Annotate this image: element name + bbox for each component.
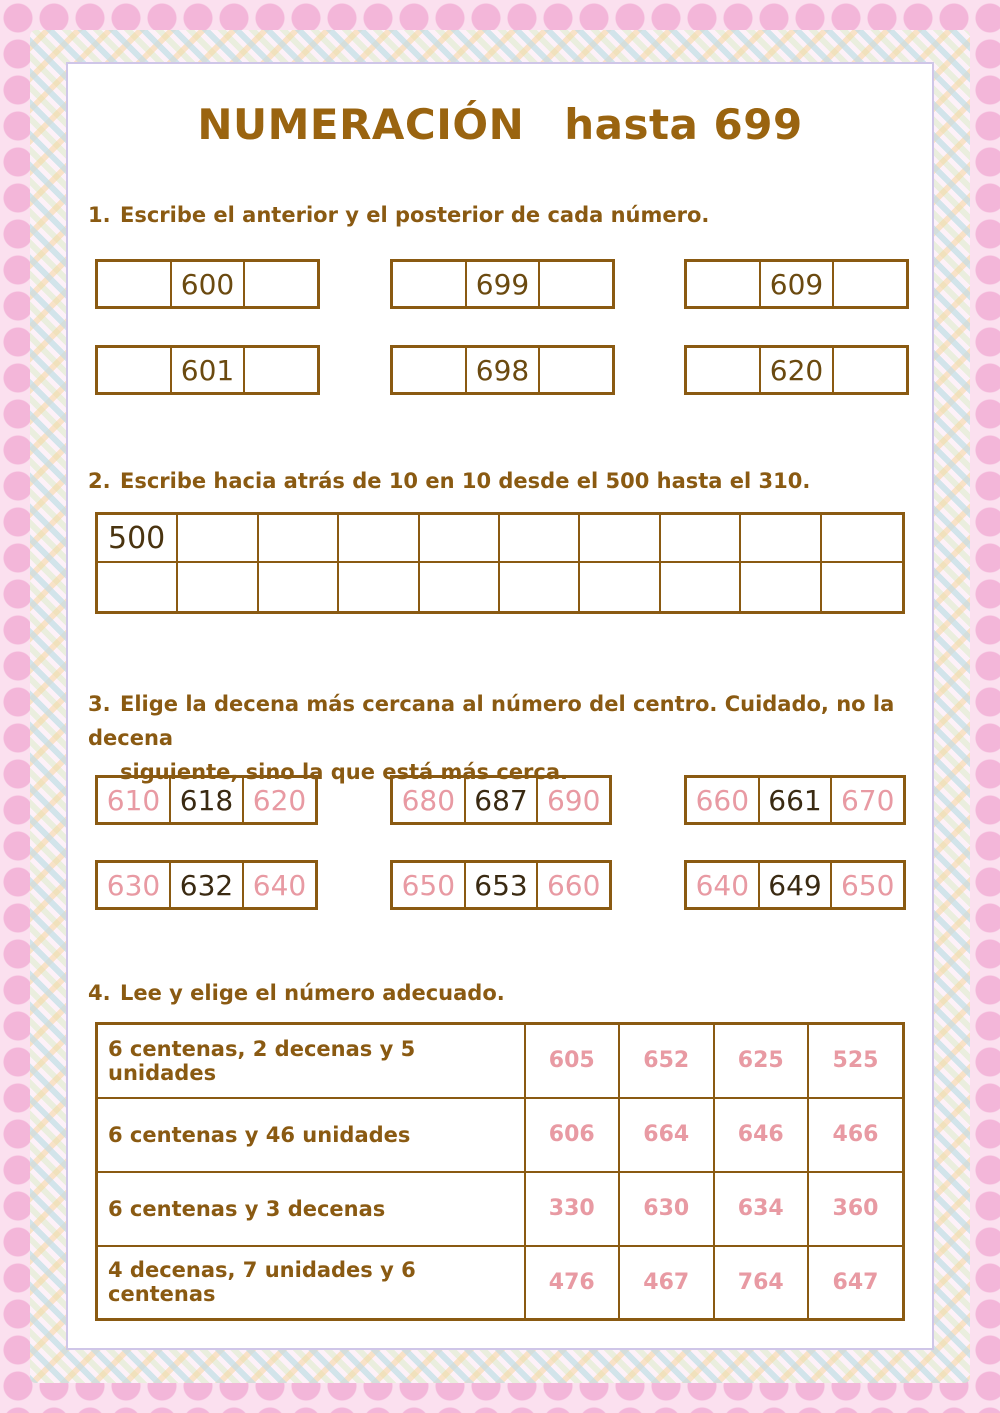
q2-answer-cell[interactable] — [420, 515, 500, 563]
q2-answer-cell[interactable] — [580, 515, 660, 563]
question-1 — [88, 198, 709, 232]
q2-countdown-grid — [95, 512, 905, 614]
q2-answer-cell[interactable] — [420, 563, 500, 611]
question-2-number: 2. — [88, 469, 111, 493]
q2-answer-cell[interactable] — [98, 563, 178, 611]
q1-box — [390, 259, 615, 309]
q4-option[interactable]: 606 — [525, 1098, 620, 1172]
q4-option[interactable]: 330 — [525, 1172, 620, 1246]
q2-answer-cell[interactable] — [259, 515, 339, 563]
q2-answer-cell[interactable] — [500, 515, 580, 563]
q2-answer-cell[interactable] — [500, 563, 580, 611]
q3-lower-decade-option[interactable]: 680 — [393, 778, 466, 822]
question-1-text: Escribe el anterior y el posterior de cada número. — [120, 203, 710, 227]
q1-given-number: 609 — [761, 262, 835, 306]
q1-given-number: 698 — [467, 348, 541, 392]
question-2 — [88, 464, 810, 498]
q3-choice-box — [95, 775, 318, 825]
q1-answer-before[interactable] — [98, 348, 172, 392]
title-part-2: hasta 699 — [564, 100, 803, 149]
q3-center-number: 661 — [760, 778, 833, 822]
title-part-1: NUMERACIÓN — [197, 100, 525, 149]
question-4 — [88, 976, 505, 1010]
q2-answer-cell[interactable] — [178, 515, 258, 563]
q1-box — [95, 259, 320, 309]
q2-answer-cell[interactable] — [580, 563, 660, 611]
question-3-line-2: siguiente, sino la que está más cerca. — [120, 760, 569, 784]
q3-upper-decade-option[interactable]: 660 — [546, 868, 601, 902]
q1-answer-before[interactable] — [98, 262, 172, 306]
q2-answer-cell[interactable] — [741, 515, 821, 563]
q1-answer-before[interactable] — [687, 262, 761, 306]
table-row — [97, 1024, 904, 1098]
table-row — [97, 1098, 904, 1172]
q2-answer-cell[interactable] — [259, 563, 339, 611]
question-4-text: Lee y elige el número adecuado. — [120, 981, 505, 1005]
table-row — [97, 1172, 904, 1246]
q2-answer-cell[interactable] — [822, 515, 902, 563]
q1-box — [390, 345, 615, 395]
q4-description: 6 centenas, 2 decenas y 5 unidades — [97, 1024, 525, 1098]
q3-lower-decade-option[interactable]: 650 — [393, 863, 466, 907]
q3-upper-decade-option[interactable]: 670 — [840, 783, 895, 817]
q1-given-number: 601 — [172, 348, 246, 392]
q2-answer-cell[interactable] — [661, 563, 741, 611]
q1-answer-after[interactable] — [834, 262, 906, 306]
q3-lower-decade-option[interactable]: 630 — [98, 863, 171, 907]
q1-answer-before[interactable] — [687, 348, 761, 392]
q4-option[interactable]: 605 — [525, 1024, 620, 1098]
q1-answer-after[interactable] — [245, 348, 317, 392]
q2-answer-cell[interactable] — [741, 563, 821, 611]
page-title — [0, 100, 1000, 149]
q1-box — [95, 345, 320, 395]
q3-center-number: 632 — [171, 863, 244, 907]
q3-upper-decade-option[interactable]: 650 — [840, 868, 895, 902]
q4-option[interactable]: 467 — [619, 1246, 714, 1320]
q3-lower-decade-option[interactable]: 660 — [687, 778, 760, 822]
q2-answer-cell[interactable] — [178, 563, 258, 611]
q1-given-number: 699 — [467, 262, 541, 306]
q4-choice-table — [95, 1022, 905, 1321]
q4-option[interactable]: 652 — [619, 1024, 714, 1098]
question-4-number: 4. — [88, 981, 111, 1005]
q2-answer-cell[interactable] — [661, 515, 741, 563]
q4-description: 6 centenas y 3 decenas — [97, 1172, 525, 1246]
q4-description: 6 centenas y 46 unidades — [97, 1098, 525, 1172]
q1-answer-after[interactable] — [245, 262, 317, 306]
q2-start-cell: 500 — [98, 515, 178, 563]
q1-box — [684, 259, 909, 309]
q1-given-number: 620 — [761, 348, 835, 392]
q4-option[interactable]: 646 — [714, 1098, 809, 1172]
q3-lower-decade-option[interactable]: 610 — [98, 778, 171, 822]
question-3-number: 3. — [88, 692, 111, 716]
q1-box — [684, 345, 909, 395]
q3-center-number: 649 — [760, 863, 833, 907]
question-3-line-1: Elige la decena más cercana al número del centro. Cuidado, no la decena — [88, 692, 895, 750]
question-3 — [88, 687, 908, 789]
q4-option[interactable]: 630 — [619, 1172, 714, 1246]
q1-answer-after[interactable] — [540, 348, 612, 392]
q3-center-number: 653 — [466, 863, 539, 907]
q4-option[interactable]: 634 — [714, 1172, 809, 1246]
q1-answer-before[interactable] — [393, 348, 467, 392]
q3-lower-decade-option[interactable]: 640 — [687, 863, 760, 907]
q4-option[interactable]: 764 — [714, 1246, 809, 1320]
q3-choice-box — [390, 775, 612, 825]
q4-option[interactable]: 525 — [808, 1024, 904, 1098]
q3-upper-decade-option[interactable]: 690 — [546, 783, 601, 817]
q4-option[interactable]: 476 — [525, 1246, 620, 1320]
q2-answer-cell[interactable] — [339, 515, 419, 563]
q2-answer-cell[interactable] — [822, 563, 902, 611]
q4-description: 4 decenas, 7 unidades y 6 centenas — [97, 1246, 525, 1320]
q3-choice-box — [684, 860, 906, 910]
q4-option[interactable]: 360 — [808, 1172, 904, 1246]
table-row — [97, 1246, 904, 1320]
q3-choice-box — [684, 775, 906, 825]
q3-choice-box — [95, 860, 318, 910]
q3-upper-decade-option[interactable]: 620 — [252, 783, 307, 817]
question-2-text: Escribe hacia atrás de 10 en 10 desde el 500 hasta el 310. — [120, 469, 811, 493]
q1-answer-before[interactable] — [393, 262, 467, 306]
q3-upper-decade-option[interactable]: 640 — [252, 868, 307, 902]
q3-choice-box — [390, 860, 612, 910]
q1-answer-after[interactable] — [540, 262, 612, 306]
q3-center-number: 618 — [171, 778, 244, 822]
question-1-number: 1. — [88, 203, 111, 227]
q3-center-number: 687 — [466, 778, 539, 822]
q4-option[interactable]: 466 — [808, 1098, 904, 1172]
q4-option[interactable]: 664 — [619, 1098, 714, 1172]
q1-answer-after[interactable] — [834, 348, 906, 392]
q1-given-number: 600 — [172, 262, 246, 306]
q4-option[interactable]: 625 — [714, 1024, 809, 1098]
q4-option[interactable]: 647 — [808, 1246, 904, 1320]
q2-answer-cell[interactable] — [339, 563, 419, 611]
